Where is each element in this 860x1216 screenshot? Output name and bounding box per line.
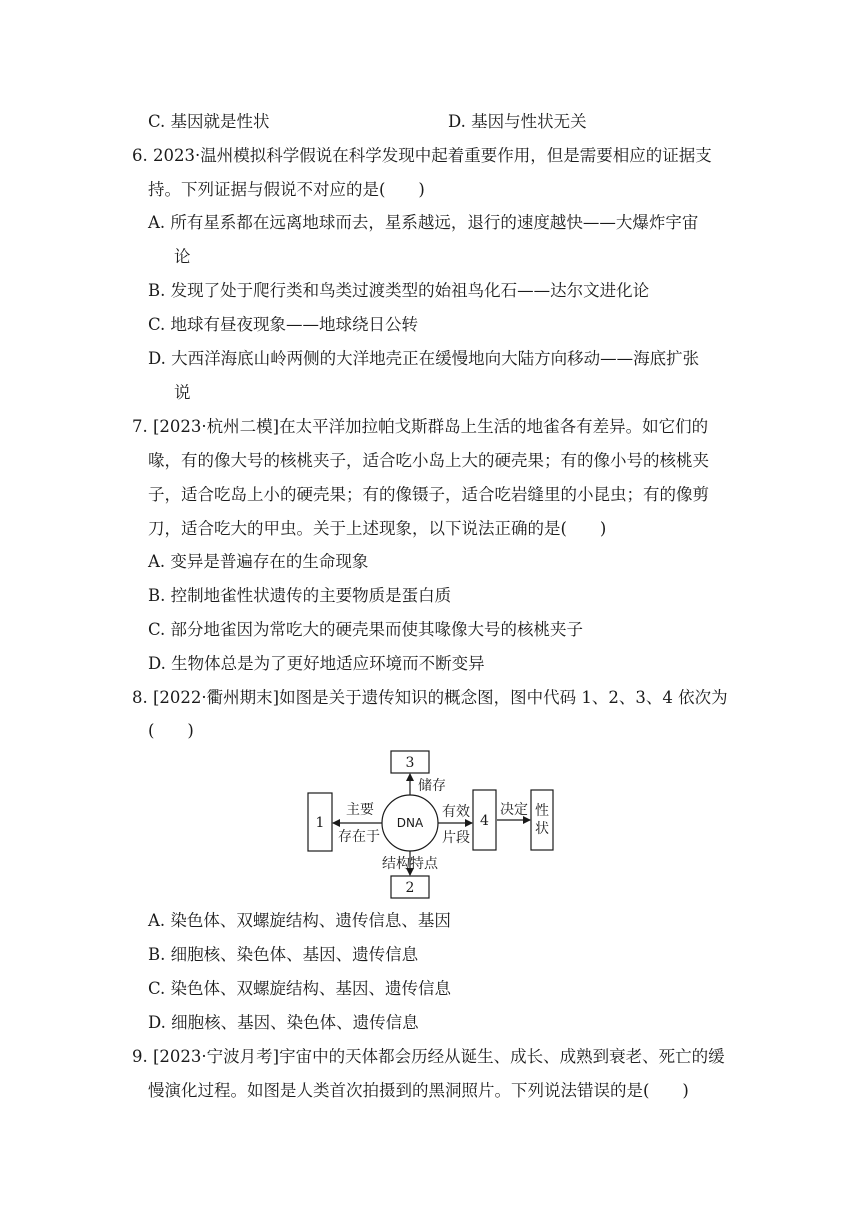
q7-stem-line1: 7. [2023·杭州二模]在太平洋加拉帕戈斯群岛上生活的地雀各有差异。如它们的 — [132, 417, 709, 436]
q8-option-c: C. 染色体、双螺旋结构、基因、遗传信息 — [148, 979, 452, 998]
trait-label-2: 状 — [535, 821, 549, 837]
q9-stem-line1: 9. [2023·宁波月考]宇宙中的天体都会历经从诞生、成长、成熟到衰老、死亡的缓 — [132, 1047, 725, 1066]
label-structure: 结构特点 — [382, 856, 438, 872]
box-1-label: 1 — [315, 815, 325, 831]
label-decide: 决定 — [500, 802, 528, 818]
label-effective-2: 片段 — [442, 830, 470, 846]
q6-option-c: C. 地球有昼夜现象——地球绕日公转 — [148, 315, 419, 334]
dna-label: DNA — [396, 816, 424, 830]
q7-stem-line3: 子，适合吃岛上小的硬壳果；有的像镊子，适合吃岩缝里的小昆虫；有的像剪 — [148, 485, 709, 504]
q6-option-d: D. 大西洋海底山岭两侧的大洋地壳正在缓慢地向大陆方向移动——海底扩张 — [148, 349, 700, 368]
box-4-label: 4 — [480, 813, 489, 829]
q7-stem-line4: 刀，适合吃大的甲虫。关于上述现象，以下说法正确的是( ) — [148, 519, 607, 538]
q8-stem-line2: ( ) — [148, 721, 194, 740]
q7-option-b: B. 控制地雀性状遗传的主要物质是蛋白质 — [148, 586, 452, 605]
q8-option-b: B. 细胞核、染色体、基因、遗传信息 — [148, 945, 419, 964]
q6-stem-line1: 6. 2023·温州模拟科学假说在科学发现中起着重要作用，但是需要相应的证据支 — [132, 146, 712, 165]
label-main-2: 存在于 — [338, 829, 380, 845]
label-effective-1: 有效 — [442, 804, 470, 820]
label-main-1: 主要 — [346, 802, 374, 818]
q8-stem-line1: 8. [2022·衢州期末]如图是关于遗传知识的概念图，图中代码 1、2、3、4 依次为 — [132, 688, 728, 707]
box-2-label: 2 — [405, 880, 415, 896]
q5-option-d: D. 基因与性状无关 — [448, 112, 587, 131]
q6-option-a: A. 所有星系都在远离地球而去，星系越远，退行的速度越快——大爆炸宇宙 — [148, 213, 699, 232]
box-3-label: 3 — [405, 755, 415, 771]
q6-option-a-cont: 论 — [174, 247, 191, 266]
q8-option-a: A. 染色体、双螺旋结构、遗传信息、基因 — [148, 911, 451, 930]
q7-option-a: A. 变异是普遍存在的生命现象 — [148, 552, 369, 571]
q6-option-d-cont: 说 — [174, 383, 191, 402]
genetics-concept-diagram — [300, 740, 570, 900]
trait-label-1: 性 — [535, 803, 549, 819]
label-store: 储存 — [418, 778, 446, 794]
q7-option-d: D. 生物体总是为了更好地适应环境而不断变异 — [148, 654, 485, 673]
q7-option-c: C. 部分地雀因为常吃大的硬壳果而使其喙像大号的核桃夹子 — [148, 620, 584, 639]
q6-stem-line2: 持。下列证据与假说不对应的是( ) — [148, 180, 425, 199]
q5-option-c: C. 基因就是性状 — [148, 112, 270, 131]
q6-option-b: B. 发现了处于爬行类和鸟类过渡类型的始祖鸟化石——达尔文进化论 — [148, 281, 650, 300]
q9-stem-line2: 慢演化过程。如图是人类首次拍摄到的黑洞照片。下列说法错误的是( ) — [148, 1081, 689, 1100]
trait-box — [531, 790, 553, 850]
q7-stem-line2: 喙，有的像大号的核桃夹子，适合吃小岛上大的硬壳果；有的像小号的核桃夹 — [148, 451, 709, 470]
q8-option-d: D. 细胞核、基因、染色体、遗传信息 — [148, 1013, 419, 1032]
